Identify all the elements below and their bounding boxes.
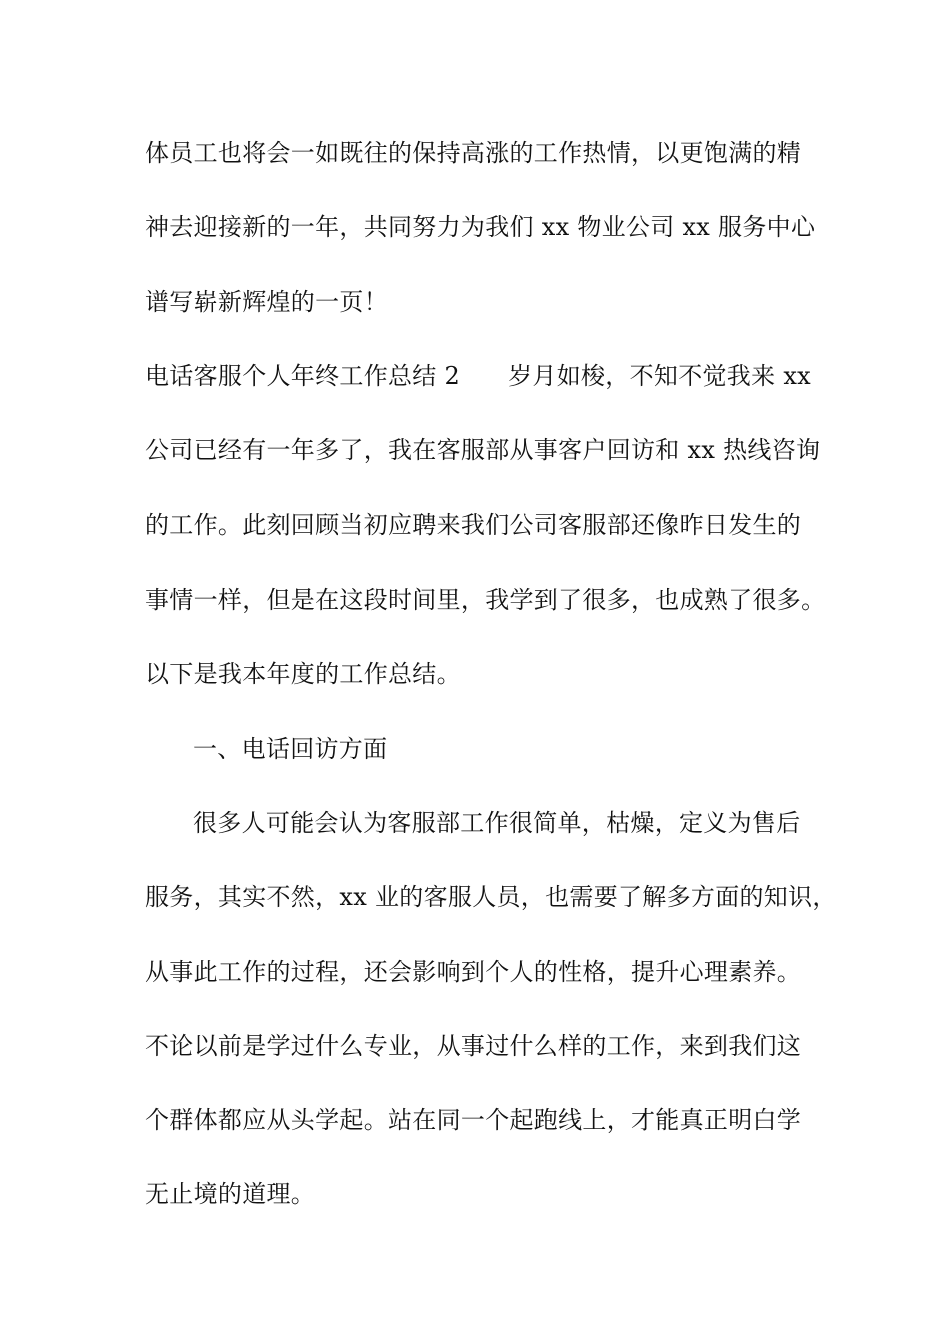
text-line: 谱写崭新辉煌的一页！	[145, 288, 388, 316]
text-line: 公司已经有一年多了，我在客服部从事客户回访和 xx 热线咨询	[145, 436, 821, 464]
subheading: 一、电话回访方面	[193, 735, 388, 763]
text-line: 无止境的道理。	[145, 1180, 316, 1208]
section-heading: 电话客服个人年终工作总结 2	[145, 362, 461, 390]
text-line: 神去迎接新的一年，共同努力为我们 xx 物业公司 xx 服务中心	[145, 213, 816, 241]
text-line: 服务，其实不然，xx 业的客服人员，也需要了解多方面的知识，	[145, 883, 837, 911]
text-line: 事情一样，但是在这段时间里，我学到了很多，也成熟了很多。	[145, 586, 826, 614]
paragraph-first-line: 很多人可能会认为客服部工作很简单，枯燥，定义为售后	[193, 809, 801, 837]
section-line	[145, 356, 845, 396]
text-line: 从事此工作的过程，还会影响到个人的性格，提升心理素养。	[145, 958, 802, 986]
section-intro: 岁月如梭，不知不觉我来 xx	[508, 362, 812, 390]
text-line: 不论以前是学过什么专业，从事过什么样的工作，来到我们这	[145, 1032, 802, 1060]
text-line: 的工作。此刻回顾当初应聘来我们公司客服部还像昨日发生的	[145, 511, 802, 539]
text-line: 以下是我本年度的工作总结。	[145, 660, 461, 688]
text-line: 个群体都应从头学起。站在同一个起跑线上，才能真正明白学	[145, 1106, 802, 1134]
text-line: 体员工也将会一如既往的保持高涨的工作热情，以更饱满的精	[145, 139, 802, 167]
